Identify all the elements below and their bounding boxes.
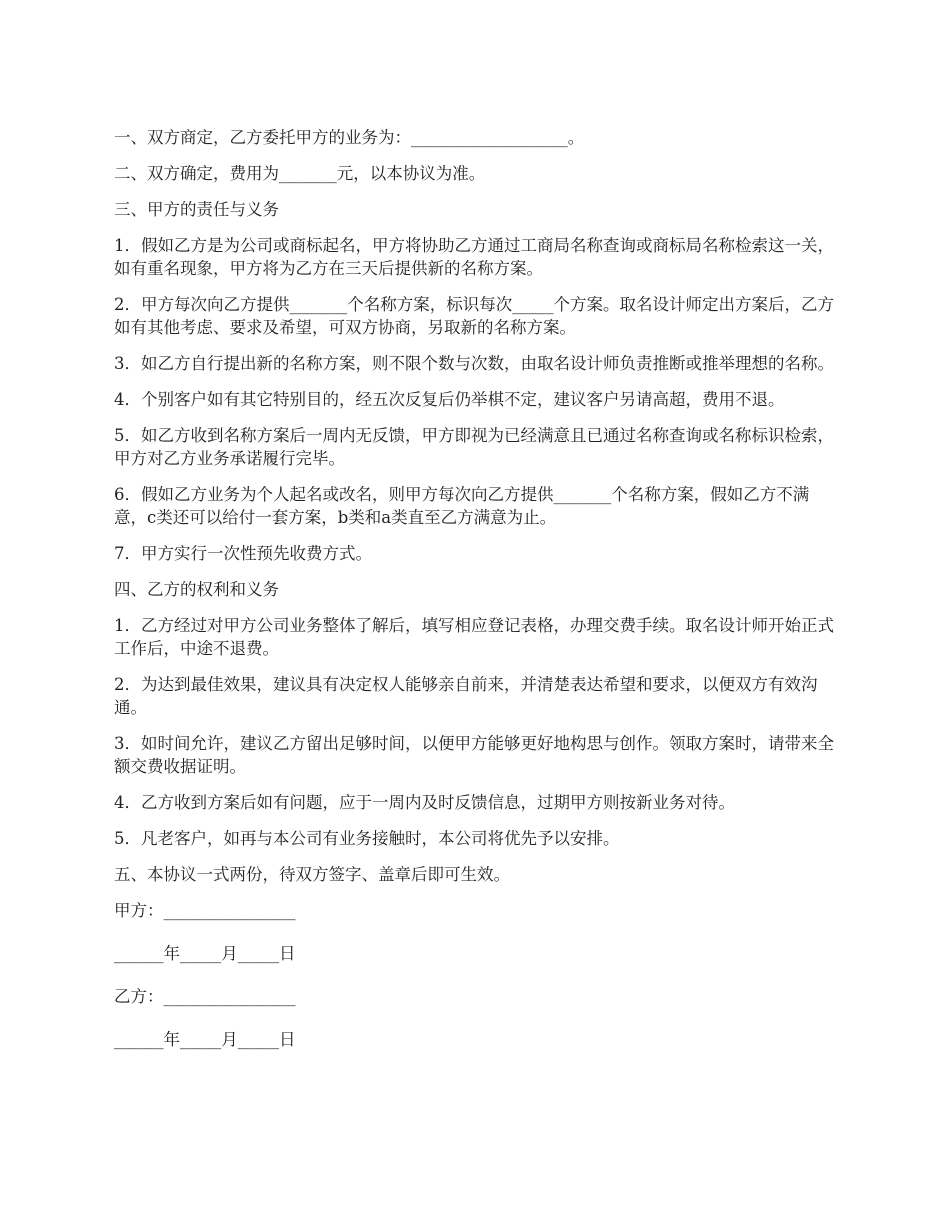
party-a-item-2: 2．甲方每次向乙方提供_______个名称方案，标识每次_____个方案。取名设计师定出方案后，乙方如有其他考虑、要求及希望，可双方协商，另取新的名称方案。	[114, 295, 834, 337]
party-a-item-5: 5．如乙方收到名称方案后一周内无反馈，甲方即视为已经满意且已通过名称查询或名称标识检索，甲方对乙方业务承诺履行完毕。	[114, 426, 834, 468]
section-party-b-rights-heading: 四、乙方的权利和义务	[114, 580, 279, 599]
clause-5-heading: 五、本协议一式两份，待双方签字、盖章后即可生效。	[114, 865, 510, 884]
section-party-a-duties-heading: 三、甲方的责任与义务	[114, 200, 279, 219]
party-a-item-1: 1．假如乙方是为公司或商标起名，甲方将协助乙方通过工商局名称查询或商标局名称检索这一关，如有重名现象，甲方将为乙方在三天后提供新的名称方案。	[114, 236, 834, 278]
party-a-item-3: 3．如乙方自行提出新的名称方案，则不限个数与次数，由取名设计师负责推断或推举理想的名称。	[114, 354, 834, 373]
party-b-item-3: 3．如时间允许，建议乙方留出足够时间，以便甲方能够更好地构思与创作。领取方案时，请带来全额交费收据证明。	[114, 734, 834, 776]
party-b-item-1: 1．乙方经过对甲方公司业务整体了解后，填写相应登记表格，办理交费手续。取名设计师开始正式工作后，中途不退费。	[114, 616, 834, 658]
party-b-item-5: 5．凡老客户，如再与本公司有业务接触时，本公司将优先予以安排。	[114, 829, 620, 848]
party-b-date-line: ______年_____月_____日	[114, 1030, 296, 1049]
party-b-item-4: 4．乙方收到方案后如有问题，应于一周内及时反馈信息，过期甲方则按新业务对待。	[114, 793, 735, 812]
clause-1-heading: 一、双方商定，乙方委托甲方的业务为：___________________。	[114, 128, 585, 147]
party-a-date-line: ______年_____月_____日	[114, 944, 296, 963]
clause-2-heading: 二、双方确定，费用为_______元，以本协议为准。	[114, 164, 486, 183]
contract-body	[114, 126, 840, 1064]
party-b-item-2: 2．为达到最佳效果，建议具有决定权人能够亲自前来，并清楚表达希望和要求，以便双方有效沟通。	[114, 675, 818, 717]
party-a-item-4: 4．个别客户如有其它特别目的，经五次反复后仍举棋不定，建议客户另请高超，费用不退。	[114, 390, 785, 409]
party-a-item-7: 7．甲方实行一次性预先收费方式。	[114, 544, 372, 563]
party-a-item-6: 6．假如乙方业务为个人起名或改名，则甲方每次向乙方提供_______个名称方案，假如乙方不满意，c类还可以给付一套方案，b类和a类直至乙方满意为止。	[114, 485, 810, 527]
signature-block	[114, 899, 840, 1051]
party-a-signature-line: 甲方：________________	[114, 901, 296, 920]
party-b-signature-line: 乙方：________________	[114, 987, 296, 1006]
